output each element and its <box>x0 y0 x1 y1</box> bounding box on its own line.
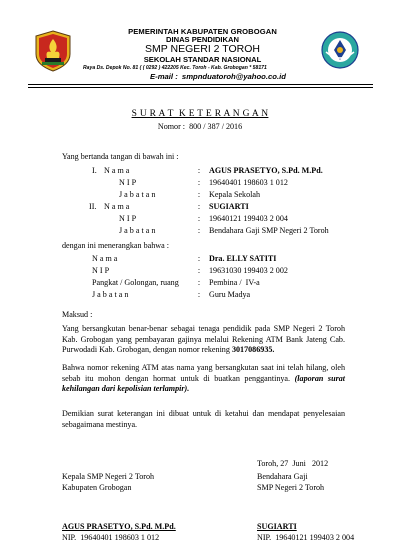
paragraph-2-text: Bahwa nomor rekening ATM atas nama yang bersangkutan saat ini telah hilang, oleh sebab itu mohon dengan hormat untuk di buatkan penggantinya. <box>62 363 345 383</box>
signer-2-nip: 19640121 199403 2 004 <box>209 214 288 223</box>
paragraph-2-note: (laporan surat kehilangan dari kepolisian terlampir). <box>62 373 346 394</box>
letterhead-address: Raya Ds. Depok No. 81 ( ( 0292 ) 422205 Kec. Toroh - Kab. Grobogan * 58171 <box>83 65 267 71</box>
letterhead-department: DINAS PENDIDIKAN <box>166 35 239 44</box>
letterhead-email <box>150 72 286 81</box>
sign-left-title-2: Kabupaten Grobogan <box>62 483 132 492</box>
signer-1-nip-colon: : <box>197 178 201 187</box>
letterhead-government: PEMERINTAH KABUPATEN GROBOGAN <box>128 27 277 36</box>
signer-1-index: I. <box>92 166 97 175</box>
subject-name-label: N a m a <box>92 254 118 263</box>
signer-1-position: Kepala Sekolah <box>209 190 261 199</box>
signer-2-position-colon: : <box>197 226 201 235</box>
subject-nip-colon: : <box>197 266 201 275</box>
signer-1-name: AGUS PRASETYO, S.Pd. M.Pd. <box>209 166 323 175</box>
email-value: smpnduatoroh@yahoo.co.id <box>181 72 286 81</box>
place-date: Toroh, 27 Juni 2012 <box>257 459 329 468</box>
signer-1-position-colon: : <box>197 190 201 199</box>
signer-2-nip-colon: : <box>197 214 201 223</box>
sign-left-name: AGUS PRASETYO, S.Pd. M.Pd. <box>62 522 176 531</box>
signer-2-position: Bendahara Gaji SMP Negeri 2 Toroh <box>209 226 329 235</box>
subject-position-label: J a b a t a n <box>92 290 129 299</box>
subject-intro: dengan ini menerangkan bahwa : <box>62 241 169 250</box>
sign-left-nip: NIP. 19640401 198603 1 012 <box>62 533 160 542</box>
letter-title: S U R A T K E T E R A N G A N <box>131 109 269 119</box>
subject-rank-label: Pangkat / Golongan, ruang <box>92 278 179 287</box>
subject-rank-colon: : <box>197 278 201 287</box>
subject-name: Dra. ELLY SATITI <box>209 254 277 263</box>
signer-1-name-label: N a m a <box>104 166 130 175</box>
signer-1-position-label: J a b a t a n <box>119 190 156 199</box>
paragraph-2 <box>62 363 345 395</box>
sign-right-title-1: Bendahara Gaji <box>257 472 308 481</box>
letterhead-divider-thin <box>28 87 373 88</box>
subject-position-colon: : <box>197 290 201 299</box>
signer-1-name-colon: : <box>197 166 201 175</box>
signer-2-name-label: N a m a <box>104 202 130 211</box>
letterhead-school: SMP NEGERI 2 TOROH <box>145 43 260 55</box>
sign-right-title-2: SMP Negeri 2 Toroh <box>257 483 325 492</box>
subject-position: Guru Madya <box>209 290 251 299</box>
signer-2-index: II. <box>89 202 97 211</box>
signer-1-nip: 19640401 198603 1 012 <box>209 178 288 187</box>
signer-2-name: SUGIARTI <box>209 202 249 211</box>
signer-1-nip-label: N I P <box>119 178 137 187</box>
account-number: 3017086935. <box>231 345 275 355</box>
subject-nip-label: N I P <box>92 266 110 275</box>
letterhead-divider <box>28 84 373 85</box>
subject-nip: 19631030 199403 2 002 <box>209 266 288 275</box>
subject-name-colon: : <box>197 254 201 263</box>
signer-2-position-label: J a b a t a n <box>119 226 156 235</box>
signer-2-name-colon: : <box>197 202 201 211</box>
paragraph-3-text: Demikian surat keterangan ini dibuat untuk di ketahui dan mendapat penyelesaian sebagaimana mestinya. <box>62 409 345 429</box>
paragraph-3 <box>62 409 345 430</box>
letter-number: Nomor : 800 / 387 / 2016 <box>157 122 243 131</box>
paragraph-1 <box>62 324 345 356</box>
email-label: E-mail : <box>150 72 178 81</box>
grobogan-regency-emblem <box>33 30 73 72</box>
tut-wuri-handayani-emblem <box>320 30 360 70</box>
sign-right-nip: NIP. 19640121 199403 2 004 <box>257 533 355 542</box>
intro-text: Yang bertanda tangan di bawah ini : <box>62 152 179 161</box>
signer-2-nip-label: N I P <box>119 214 137 223</box>
subject-rank: Pembina / IV-a <box>209 278 260 287</box>
sign-right-name: SUGIARTI <box>257 522 297 531</box>
letterhead-standard: SEKOLAH STANDAR NASIONAL <box>143 55 262 64</box>
purpose-heading: Maksud : <box>62 310 93 319</box>
paragraph-1-text: Yang bersangkutan benar-benar sebagai tenaga pendidik pada SMP Negeri 2 Toroh Kab. Grobogan yang pembayaran gajinya melalui Rekening ATM Bank Jateng Cab. Purwodadi Kab. Grobogan, dengan nomor rekening <box>62 324 345 355</box>
sign-left-title-1: Kepala SMP Negeri 2 Toroh <box>62 472 155 481</box>
